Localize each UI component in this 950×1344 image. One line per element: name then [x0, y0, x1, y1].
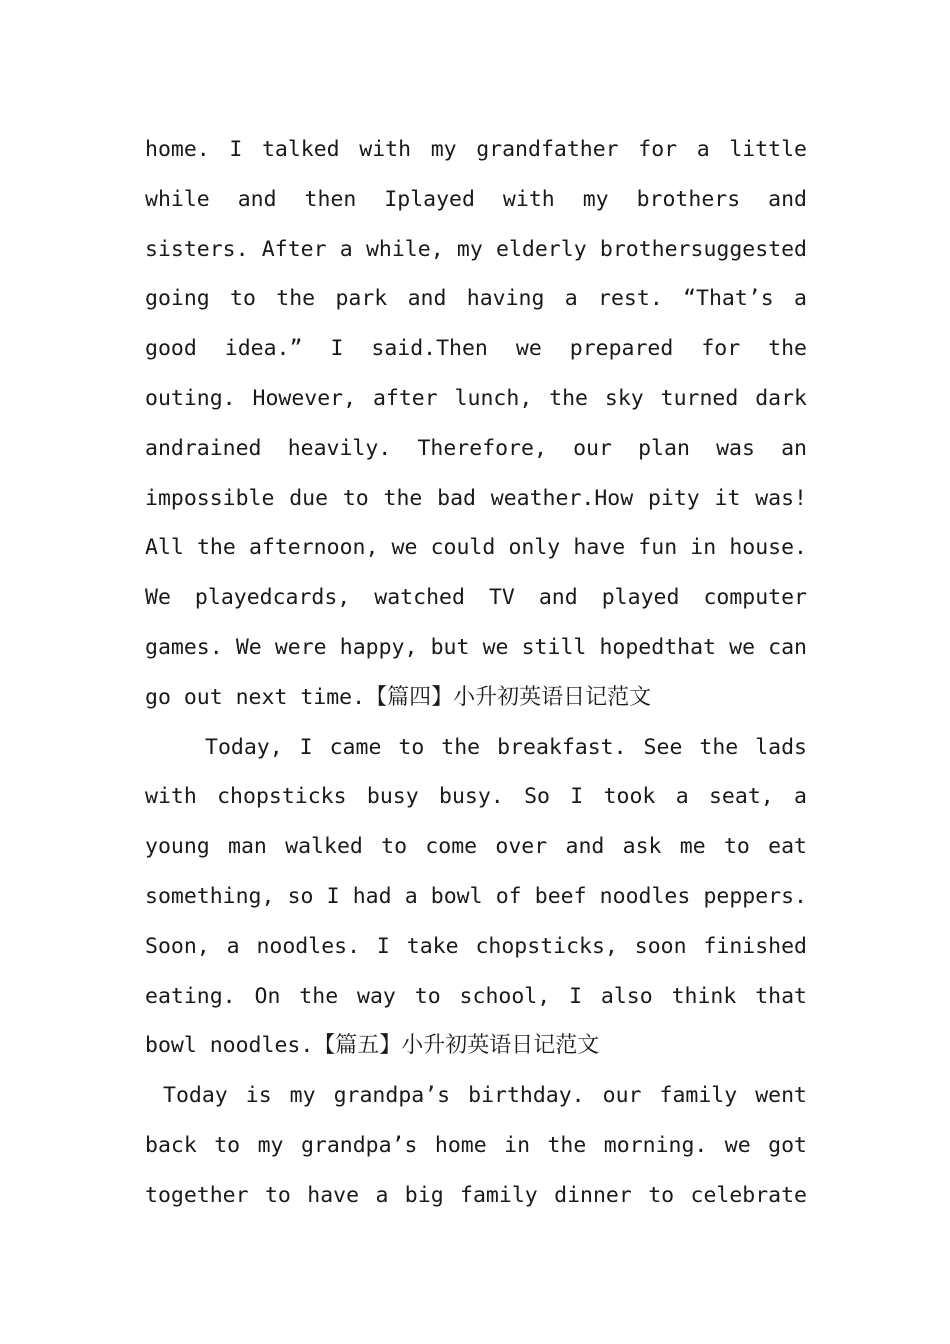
text-line: impossible due to the bad weather.How pity it was! [145, 485, 807, 511]
text-line-with-heading [145, 1021, 807, 1071]
text-line: something, so I had a bowl of beef noodles peppers. [145, 883, 807, 909]
text-line: eating. On the way to school, I also think that [145, 983, 807, 1009]
text-line: going to the park and having a rest. “That’s a [145, 286, 807, 312]
text-line: All the afternoon, we could only have fun in house. [145, 535, 807, 561]
text-line: back to my grandpa’s home in the morning. we got [145, 1132, 807, 1158]
body-text [145, 125, 807, 1221]
text-line-end: bowl noodles. [145, 1033, 314, 1059]
text-line: outing. However, after lunch, the sky turned dark [145, 385, 807, 411]
paragraph-first-line: Today is my grandpa’s birthday. our family went [163, 1083, 807, 1109]
section-heading-4: 【篇四】小升初英语日记范文 [365, 684, 652, 710]
text-line: together to have a big family dinner to celebrate [145, 1182, 807, 1208]
text-line: home. I talked with my grandfather for a little [145, 137, 807, 162]
text-line: We playedcards, watched TV and played computer [145, 585, 807, 611]
text-line-end: go out next time. [145, 684, 366, 710]
section-heading-5: 【篇五】小升初英语日记范文 [313, 1033, 600, 1059]
text-line: Soon, a noodles. I take chopsticks, soon finished [145, 933, 807, 959]
text-line: while and then Iplayed with my brothers and [145, 186, 807, 212]
text-line-with-heading [145, 673, 807, 723]
paragraph-first-line: Today, I came to the breakfast. See the lads [205, 734, 807, 760]
text-line: good idea.” I said.Then we prepared for the [145, 336, 807, 362]
text-line: with chopsticks busy busy. So I took a seat, a [145, 784, 807, 810]
text-line: young man walked to come over and ask me to eat [145, 834, 807, 860]
text-line: games. We were happy, but we still hopedthat we can [145, 634, 807, 660]
text-line: andrained heavily. Therefore, our plan was an [145, 435, 807, 461]
text-line: sisters. After a while, my elderly brothersuggested [145, 236, 807, 262]
